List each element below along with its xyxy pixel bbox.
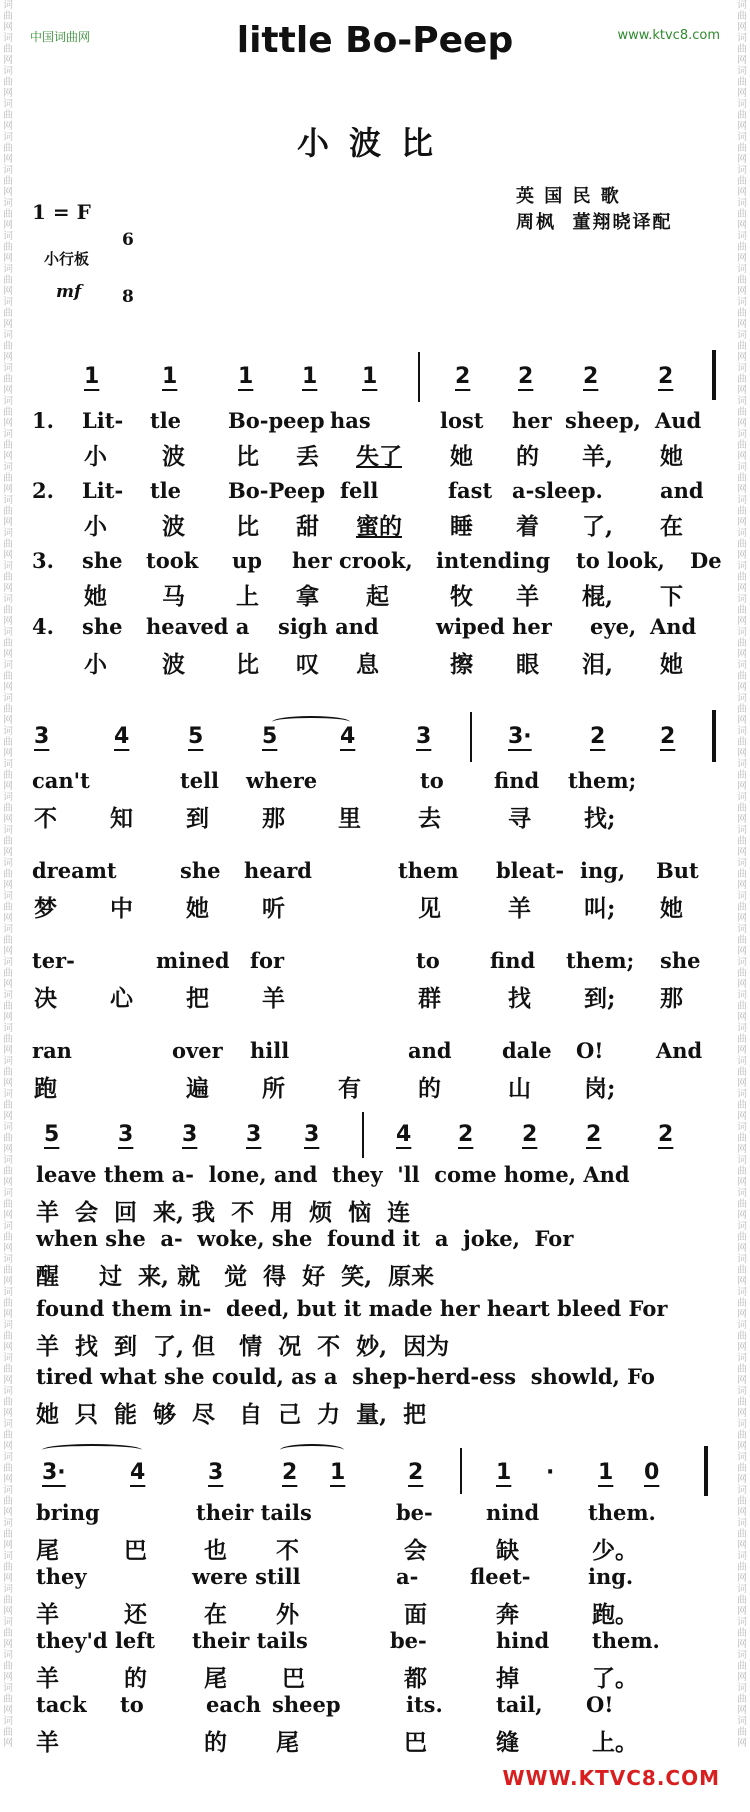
lyric-word: them — [398, 858, 459, 883]
lyric-char: 尾 — [276, 1729, 299, 1756]
bar-line — [362, 1112, 364, 1158]
lyric-char: 尾 — [36, 1537, 59, 1564]
lyric-char: 还 — [124, 1601, 147, 1628]
note: 5 — [262, 724, 278, 749]
lyric-line: tired what she could, as a shep-herd-ess showld, Fo — [36, 1364, 655, 1389]
lyric-word: her crook, — [292, 548, 413, 573]
note: 2 — [583, 364, 599, 389]
lyric-word: they — [36, 1564, 87, 1589]
lyric-word: ing. — [588, 1564, 634, 1589]
left-watermark-strip: 词曲网词曲网词曲网词曲网词曲网词曲网词曲网词曲网词曲网词曲网词曲网词曲网词曲网词曲网词曲网词曲网词曲网词曲网词曲网词曲网词曲网词曲网词曲网词曲网词曲网词曲网词曲网词曲网词曲网词曲网词曲网词曲网词曲网词曲网词曲网词曲网词曲网词曲网词曲网词曲网词曲网词曲网词曲网词曲网词曲网词曲网词曲网词曲网词曲网词曲网词曲网词曲网词曲网 — [3, 0, 13, 1749]
lyric-word: eye, — [590, 614, 637, 639]
lyric-char: 有 — [338, 1075, 361, 1102]
lyric-char: 听 — [262, 895, 285, 922]
lyric-char: 尾 — [204, 1665, 227, 1692]
lyric-word: tack — [36, 1692, 87, 1717]
note: 4 — [114, 724, 130, 749]
lyric-word: De — [690, 548, 722, 573]
lyric-char: 波 — [162, 651, 185, 678]
lyric-char: 丢 — [296, 443, 319, 470]
lyric-char: 梦 — [34, 895, 57, 922]
lyric-char: 失了 — [356, 443, 402, 470]
verse-number: 2. — [32, 478, 54, 503]
lyric-char: 那 — [660, 985, 683, 1012]
lyric-char: 里 — [338, 805, 361, 832]
lyric-char: 知 — [110, 805, 133, 832]
lyric-char: 把 — [186, 985, 209, 1012]
lyric-line: leave them a- lone, and they 'll come home, And — [36, 1162, 630, 1187]
lyric-char: 找 — [508, 985, 531, 1012]
bar-line — [704, 1446, 708, 1496]
lyric-char: 她 — [660, 443, 683, 470]
lyric-word: sigh and — [278, 614, 379, 639]
lyric-char: 所 — [262, 1075, 285, 1102]
site-brand-left[interactable]: 中国词曲网 — [30, 30, 91, 44]
verse-number: 3. — [32, 548, 54, 573]
lyric-word: and — [660, 478, 704, 503]
lyric-word: to — [420, 768, 444, 793]
lyric-char: 见 — [418, 895, 441, 922]
bar-line — [470, 712, 472, 762]
lyric-word: tell — [180, 768, 220, 793]
lyric-word: its. — [406, 1692, 443, 1717]
lyric-char: 波 — [162, 513, 185, 540]
bar-line — [418, 352, 420, 402]
lyric-word: And — [656, 1038, 703, 1063]
lyric-word: find — [494, 768, 540, 793]
lyric-char: 比 — [236, 651, 259, 678]
song-title: little Bo-Peep — [236, 20, 514, 61]
lyric-word: Bo-peep — [228, 408, 325, 433]
lyric-word: nind — [486, 1500, 540, 1525]
lyric-word: mined — [156, 948, 230, 973]
lyric-char: 岗; — [584, 1075, 616, 1102]
slur — [280, 1444, 344, 1456]
lyric-word: them; — [566, 948, 635, 973]
lyric-char: 她 — [660, 651, 683, 678]
note: 2 — [586, 1122, 602, 1147]
lyric-word: heard — [244, 858, 312, 883]
note: 1 — [238, 364, 254, 389]
lyric-char: 波 — [162, 443, 185, 470]
lyric-char: 羊 — [508, 895, 531, 922]
lyric-char: 跑。 — [592, 1601, 638, 1628]
lyric-word: tail, — [496, 1692, 543, 1717]
lyric-char: 决 — [34, 985, 57, 1012]
lyric-char: 会 — [404, 1537, 427, 1564]
lyric-word: O! — [586, 1692, 614, 1717]
lyric-word: fell — [340, 478, 379, 503]
lyric-word: dreamt — [32, 858, 117, 883]
lyric-char: 比 — [236, 443, 259, 470]
lyric-char: 眼 — [516, 651, 539, 678]
lyric-word: hill — [250, 1038, 290, 1063]
lyric-word: over — [172, 1038, 223, 1063]
lyric-word: fast — [448, 478, 493, 503]
lyric-char: 甜 — [296, 513, 319, 540]
note: 1 — [598, 1460, 614, 1485]
lyric-word: a-sleep. — [512, 478, 603, 503]
lyric-char: 群 — [418, 985, 441, 1012]
lyric-char: 叫; — [584, 895, 616, 922]
note: 4 — [396, 1122, 412, 1147]
lyric-char: 上 — [236, 583, 259, 610]
lyric-word: them; — [568, 768, 637, 793]
note: 3· — [42, 1460, 66, 1485]
lyric-char: 着 — [516, 513, 539, 540]
note: 3 — [304, 1122, 320, 1147]
lyric-word: Aud — [655, 408, 702, 433]
lyric-char: 叹 — [296, 651, 319, 678]
note: 2 — [658, 364, 674, 389]
lyric-char: 小 — [84, 443, 107, 470]
lyric-word: bleat- — [496, 858, 565, 883]
credit-origin: 英 国 民 歌 — [516, 186, 621, 207]
note: 5 — [44, 1122, 60, 1147]
verse-number: 4. — [32, 614, 54, 639]
bar-line — [712, 350, 716, 400]
lyric-char: 拿 — [296, 583, 319, 610]
lyric-word: wiped her — [436, 614, 552, 639]
lyric-word: ran — [32, 1038, 72, 1063]
note: 4 — [340, 724, 356, 749]
lyric-word: to — [416, 948, 440, 973]
lyric-word: their tails — [192, 1628, 308, 1653]
lyric-word: she — [180, 858, 221, 883]
lyric-char: 棍, — [582, 583, 614, 610]
lyric-char: 在 — [660, 513, 683, 540]
note: 1 — [330, 1460, 346, 1485]
lyric-line: 羊 会 回 来, 我 不 用 烦 恼 连 — [36, 1199, 411, 1226]
lyric-char: 下 — [660, 583, 683, 610]
lyric-char: 她 — [186, 895, 209, 922]
verse-number: 1. — [32, 408, 54, 433]
lyric-char: 羊 — [36, 1729, 59, 1756]
lyric-char: 了。 — [592, 1665, 638, 1692]
lyric-char: 比 — [236, 513, 259, 540]
site-brand-right[interactable]: www.ktvc8.com — [617, 28, 720, 43]
note: 2 — [408, 1460, 424, 1485]
note: 3 — [246, 1122, 262, 1147]
note: 1 — [362, 364, 378, 389]
note: 3 — [208, 1460, 224, 1485]
note: 2 — [282, 1460, 298, 1485]
lyric-char: 羊, — [582, 443, 614, 470]
lyric-char: 睡 — [450, 513, 473, 540]
time-signature — [122, 193, 134, 326]
note: 1 — [84, 364, 100, 389]
lyric-char: 寻 — [508, 805, 531, 832]
lyric-word: and — [408, 1038, 452, 1063]
lyric-char: 泪, — [582, 651, 614, 678]
lyric-word: ter- — [32, 948, 75, 973]
lyric-char: 羊 — [516, 583, 539, 610]
lyric-char: 也 — [204, 1537, 227, 1564]
lyric-word: were still — [192, 1564, 301, 1589]
lyric-word: her — [512, 408, 552, 433]
note: 2 — [522, 1122, 538, 1147]
lyric-word: to look, — [576, 548, 665, 573]
lyric-word: a- — [396, 1564, 419, 1589]
lyric-word: dale — [502, 1038, 552, 1063]
lyric-char: 去 — [418, 805, 441, 832]
lyric-char: 起 — [366, 583, 389, 610]
lyric-word: Lit- — [82, 408, 124, 433]
tempo-marking: 小行板 — [44, 250, 90, 268]
lyric-word: each — [206, 1692, 262, 1717]
lyric-char: 蜜的 — [356, 513, 402, 540]
lyric-word: lost — [440, 408, 484, 433]
note: 1 — [496, 1460, 512, 1485]
lyric-word: O! — [576, 1038, 604, 1063]
note: 1 — [162, 364, 178, 389]
slur — [272, 716, 350, 728]
lyric-char: 那 — [262, 805, 285, 832]
lyric-char: 心 — [110, 985, 133, 1012]
lyric-word: has — [330, 408, 371, 433]
note: 2 — [455, 364, 471, 389]
lyric-word: she — [82, 614, 123, 639]
note: 2 — [590, 724, 606, 749]
lyric-char: 羊 — [262, 985, 285, 1012]
lyric-word: they'd left — [36, 1628, 156, 1653]
note: 3 — [416, 724, 432, 749]
lyric-word: intending — [436, 548, 551, 573]
lyric-word: be- — [396, 1500, 433, 1525]
lyric-word: But — [656, 858, 699, 883]
note: 4 — [130, 1460, 146, 1485]
lyric-word: them. — [592, 1628, 660, 1653]
note: 3 — [182, 1122, 198, 1147]
bar-line — [460, 1448, 462, 1494]
lyric-word: bring — [36, 1500, 100, 1525]
lyric-char: 在 — [204, 1601, 227, 1628]
lyric-word: to — [120, 1692, 144, 1717]
lyric-char: 她 — [660, 895, 683, 922]
lyric-char: 的 — [124, 1665, 147, 1692]
slur — [42, 1444, 142, 1456]
lyric-word: heaved a — [146, 614, 250, 639]
lyric-word: she — [82, 548, 123, 573]
note: 3 — [118, 1122, 134, 1147]
lyric-char: 小 — [84, 513, 107, 540]
time-signature-top: 6 — [122, 230, 134, 250]
song-subtitle: 小波比 — [296, 124, 453, 162]
lyric-word: she — [660, 948, 701, 973]
lyric-char: 羊 — [36, 1601, 59, 1628]
lyric-char: 小 — [84, 651, 107, 678]
lyric-line: when she a- woke, she found it a joke, For — [36, 1226, 574, 1251]
lyric-char: 巴 — [404, 1729, 427, 1756]
note: 2 — [660, 724, 676, 749]
note: 3 — [34, 724, 50, 749]
lyric-line: 她 只 能 够 尽 自 己 力 量, 把 — [36, 1401, 427, 1428]
lyric-word: ing, — [580, 858, 626, 883]
lyric-char: 不 — [276, 1537, 299, 1564]
lyric-word: find — [490, 948, 536, 973]
lyric-char: 马 — [162, 583, 185, 610]
lyric-line: found them in- deed, but it made her heart bleed For — [36, 1296, 668, 1321]
lyric-char: 牧 — [450, 583, 473, 610]
lyric-char: 缺 — [496, 1537, 519, 1564]
lyric-word: fleet- — [470, 1564, 531, 1589]
lyric-word: Bo-Peep — [228, 478, 326, 503]
dynamic-marking: mf — [56, 282, 82, 302]
note: 0 — [644, 1460, 660, 1485]
lyric-char: 了, — [582, 513, 614, 540]
note: 3· — [508, 724, 532, 749]
lyric-char: 外 — [276, 1601, 299, 1628]
lyric-word: tle — [150, 478, 182, 503]
lyric-word: up — [232, 548, 262, 573]
lyric-char: 上。 — [592, 1729, 638, 1756]
lyric-char: 巴 — [124, 1537, 147, 1564]
note: 1 — [302, 364, 318, 389]
lyric-char: 的 — [418, 1075, 441, 1102]
lyric-char: 缝 — [496, 1729, 519, 1756]
note: 2 — [518, 364, 534, 389]
lyric-word: sheep, — [565, 408, 641, 433]
lyric-char: 面 — [404, 1601, 427, 1628]
lyric-char: 少。 — [592, 1537, 638, 1564]
lyric-line: 羊 找 到 了, 但 情 况 不 妙, 因为 — [36, 1333, 450, 1360]
bar-line — [712, 710, 716, 762]
lyric-word: And — [650, 614, 697, 639]
site-brand-bottom[interactable]: WWW.KTVC8.COM — [502, 1766, 720, 1790]
lyric-char: 的 — [204, 1729, 227, 1756]
lyric-char: 到 — [186, 805, 209, 832]
note-dot: · — [546, 1460, 555, 1485]
lyric-word: Lit- — [82, 478, 124, 503]
lyric-char: 她 — [84, 583, 107, 610]
lyric-char: 山 — [508, 1075, 531, 1102]
lyric-word: sheep — [272, 1692, 341, 1717]
lyric-char: 不 — [34, 805, 57, 832]
lyric-char: 遍 — [186, 1075, 209, 1102]
lyric-line: 醒 过 来, 就 觉 得 好 笑, 原来 — [36, 1263, 435, 1290]
time-signature-bottom: 8 — [122, 287, 134, 307]
credit-translators: 周枫 董翔晓译配 — [516, 212, 673, 233]
lyric-char: 找; — [584, 805, 616, 832]
lyric-char: 息 — [356, 651, 379, 678]
lyric-char: 她 — [450, 443, 473, 470]
key-signature: 1 = F — [32, 200, 91, 224]
lyric-word: hind — [496, 1628, 550, 1653]
note: 2 — [458, 1122, 474, 1147]
lyric-char: 擦 — [450, 651, 473, 678]
lyric-char: 的 — [516, 443, 539, 470]
lyric-char: 掉 — [496, 1665, 519, 1692]
lyric-word: for — [250, 948, 285, 973]
lyric-char: 跑 — [34, 1075, 57, 1102]
lyric-word: tle — [150, 408, 182, 433]
lyric-char: 都 — [404, 1665, 427, 1692]
lyric-word: them. — [588, 1500, 656, 1525]
lyric-char: 到; — [584, 985, 616, 1012]
note: 2 — [658, 1122, 674, 1147]
lyric-word: be- — [390, 1628, 427, 1653]
lyric-word: where — [246, 768, 318, 793]
lyric-char: 羊 — [36, 1665, 59, 1692]
lyric-char: 奔 — [496, 1601, 519, 1628]
right-watermark-strip: 词曲网词曲网词曲网词曲网词曲网词曲网词曲网词曲网词曲网词曲网词曲网词曲网词曲网词曲网词曲网词曲网词曲网词曲网词曲网词曲网词曲网词曲网词曲网词曲网词曲网词曲网词曲网词曲网词曲网词曲网词曲网词曲网词曲网词曲网词曲网词曲网词曲网词曲网词曲网词曲网词曲网词曲网词曲网词曲网词曲网词曲网词曲网词曲网词曲网词曲网词曲网词曲网词曲网 — [737, 0, 747, 1749]
lyric-char: 中 — [110, 895, 133, 922]
lyric-char: 巴 — [282, 1665, 305, 1692]
note: 5 — [188, 724, 204, 749]
lyric-word: took — [146, 548, 199, 573]
lyric-word: their tails — [196, 1500, 312, 1525]
lyric-word: can't — [32, 768, 90, 793]
